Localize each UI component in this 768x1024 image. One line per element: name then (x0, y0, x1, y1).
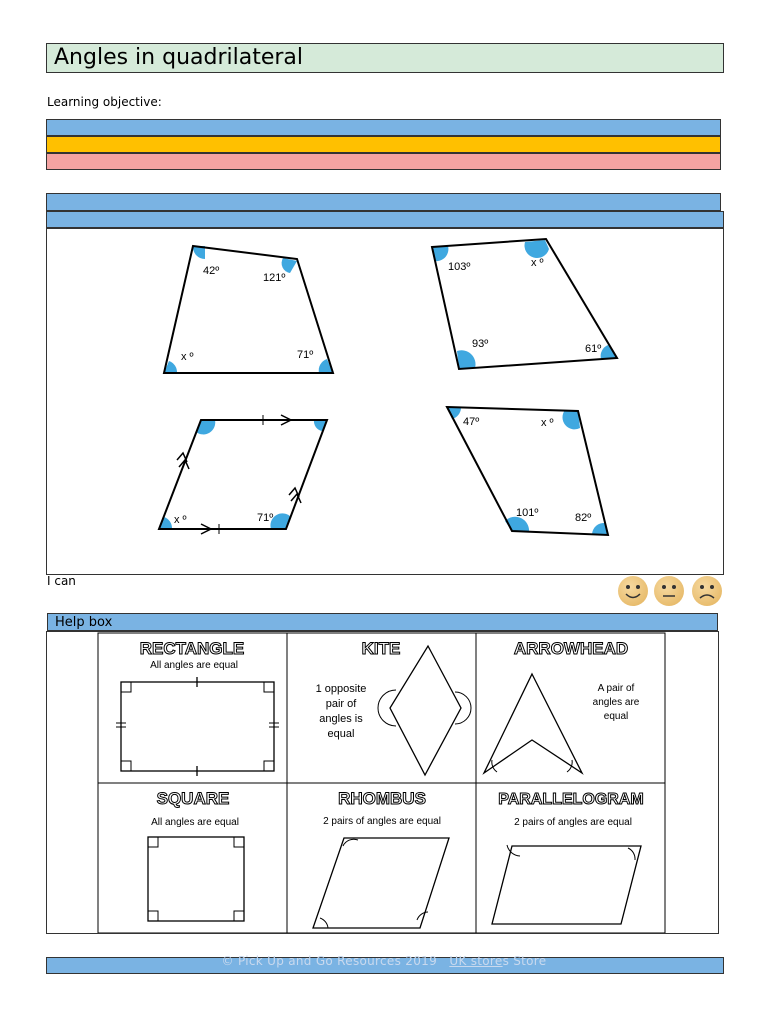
kite-text-1: 1 opposite (315, 683, 367, 695)
arrowhead-title: ARROWHEAD (513, 639, 629, 658)
help-box (46, 631, 719, 934)
parallelogram-shape (492, 846, 641, 924)
q4-angle-d: 82º (575, 512, 592, 524)
arrowhead-text-1: A pair of (597, 683, 635, 694)
q2-angle-a: 103º (448, 261, 471, 273)
page-title-text: Angles in quadrilateral (54, 45, 304, 70)
neutral-face-icon[interactable] (654, 576, 684, 606)
q2-angle-x: x º (531, 257, 544, 269)
arrowhead-text-2: angles are (592, 697, 640, 708)
rhombus-shape (313, 838, 449, 928)
square-shape (148, 837, 244, 921)
page-title (46, 43, 724, 73)
q2-angle-d: 61º (585, 343, 602, 355)
learning-objective-label: Learning objective: (47, 95, 162, 109)
store-link-tail[interactable]: s Store (502, 954, 547, 968)
kite-text-4: equal (327, 728, 355, 740)
rectangle-shape (121, 682, 274, 771)
q4-angle-x: x º (541, 417, 554, 429)
quadrilateral-4 (447, 407, 608, 535)
q2-angle-c: 93º (472, 338, 489, 350)
shapes-reference-figure (47, 632, 718, 933)
rhombus-title: RHOMBUS (338, 789, 426, 808)
i-can-label: I can (47, 574, 76, 588)
quadrilateral-diagrams (46, 228, 724, 575)
kite-text-2: pair of (325, 698, 357, 710)
rectangle-text: All angles are equal (150, 660, 238, 671)
q4-angle-c: 101º (516, 507, 539, 519)
q1-angle-a: 42º (203, 265, 220, 277)
kite-text-3: angles is (319, 713, 363, 725)
quadrilateral-1 (164, 246, 333, 373)
arrowhead-shape (484, 674, 582, 773)
objective-bar-pink (46, 153, 721, 170)
copyright-text: © Pick Up and Go Resources 2019 (221, 954, 438, 968)
q3-angle-x: x º (174, 514, 187, 526)
happy-face-icon[interactable] (618, 576, 648, 606)
q1-angle-d: 71º (297, 349, 314, 361)
help-box-header: Help box (47, 613, 718, 631)
kite-title: KITE (361, 639, 401, 658)
question-bar-1 (46, 193, 721, 211)
parallelogram-title: PARALLELOGRAM (498, 791, 644, 808)
rhombus-text: 2 pairs of angles are equal (323, 816, 441, 827)
quadrilateral-3 (159, 415, 327, 534)
square-title: SQUARE (156, 789, 230, 808)
q3-angle-d: 71º (257, 512, 274, 524)
objective-bar-orange (46, 136, 721, 153)
kite-shape (390, 646, 461, 775)
parallelogram-text: 2 pairs of angles are equal (514, 817, 632, 828)
square-text: All angles are equal (151, 817, 239, 828)
objective-bar-blue (46, 119, 721, 136)
quadrilaterals-figure (47, 229, 723, 574)
q4-angle-a: 47º (463, 416, 480, 428)
arrowhead-text-3: equal (603, 711, 629, 722)
quadrilateral-2 (432, 239, 617, 369)
q1-angle-x: x º (181, 351, 194, 363)
rectangle-title: RECTANGLE (139, 639, 245, 658)
store-link[interactable]: UK store (449, 954, 503, 968)
footer-text (0, 954, 768, 968)
question-bar-2 (46, 211, 724, 228)
sad-face-icon[interactable] (692, 576, 722, 606)
q1-angle-b: 121º (263, 272, 286, 284)
